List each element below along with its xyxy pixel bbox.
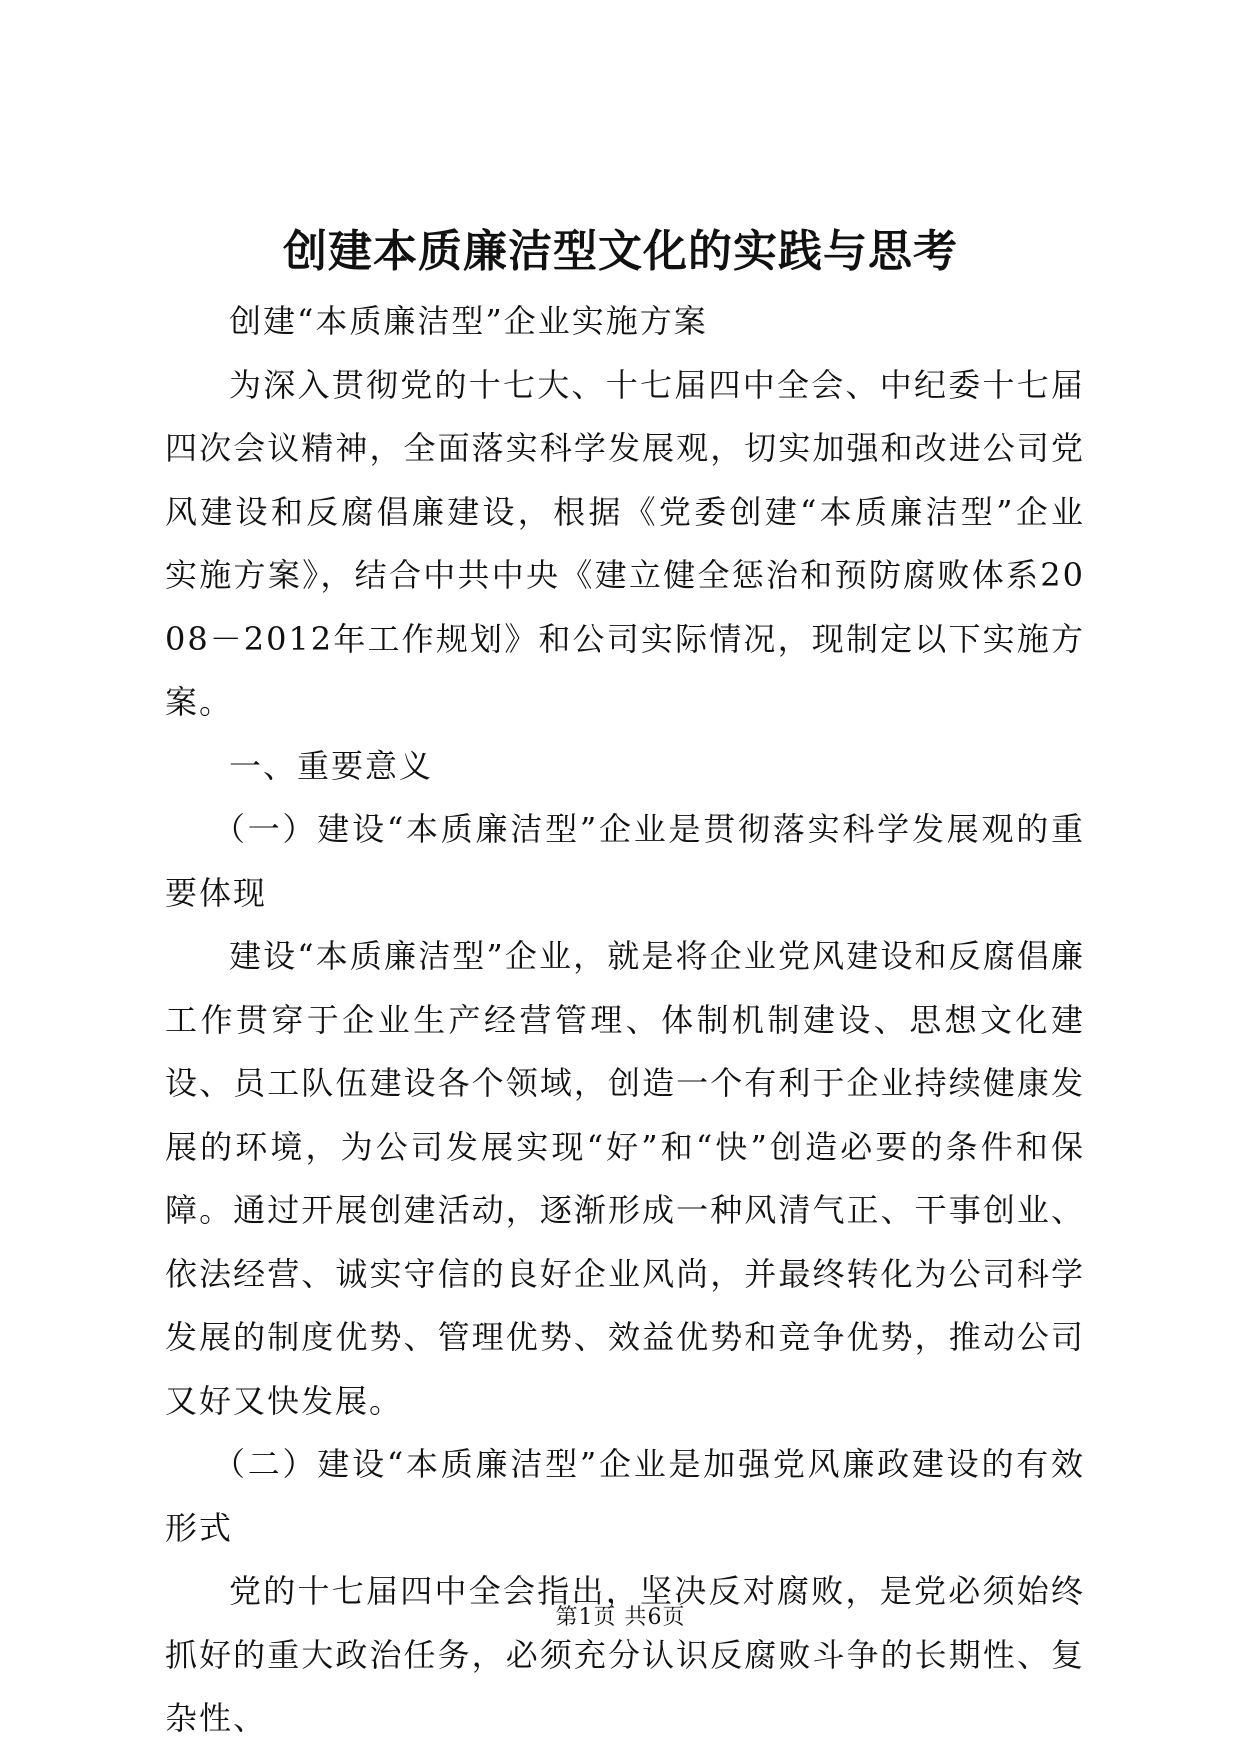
page-footer: 第1页 共6页: [555, 1605, 686, 1630]
subsection-heading-2: （二）建设“本质廉洁型”企业是加强党风廉政建设的有效形式: [165, 1445, 1085, 1547]
section-heading-1: 一、重要意义: [229, 746, 434, 785]
subsection-heading-1: （一）建设“本质廉洁型”企业是贯彻落实科学发展观的重要体现: [165, 810, 1085, 912]
document-title: 创建本质廉洁型文化的实践与思考: [283, 226, 958, 277]
document-body: [165, 290, 1085, 1751]
paragraph-intro: 为深入贯彻党的十七大、十七届四中全会、中纪委十七届四次会议精神，全面落实科学发展观，切实加强和改进公司党风建设和反腐倡廉建设，根据《党委创建“本质廉洁型”企业实施方案》，结合中共中央《建立健全惩治和预防腐败体系2008－2012年工作规划》和公司实际情况，现制定以下实施方案。: [165, 365, 1085, 721]
paragraph-body-2: 党的十七届四中全会指出，坚决反对腐败，是党必须始终抓好的重大政治任务，必须充分认识反腐败斗争的长期性、复杂性、: [165, 1572, 1085, 1737]
paragraph-subtitle: 创建“本质廉洁型”企业实施方案: [229, 302, 708, 340]
paragraph-body-1: 建设“本质廉洁型”企业，就是将企业党风建设和反腐倡廉工作贯穿于企业生产经营管理、体制机制建设、思想文化建设、员工队伍建设各个领域，创造一个有利于企业持续健康发展的环境，为公司发展实现“好”和“快”创造必要的条件和保障。通过开展创建活动，逐渐形成一种风清气正、干事创业、依法经营、诚实守信的良好企业风尚，并最终转化为公司科学发展的制度优势、管理优势、效益优势和竞争优势，推动公司又好又快发展。: [165, 937, 1085, 1420]
